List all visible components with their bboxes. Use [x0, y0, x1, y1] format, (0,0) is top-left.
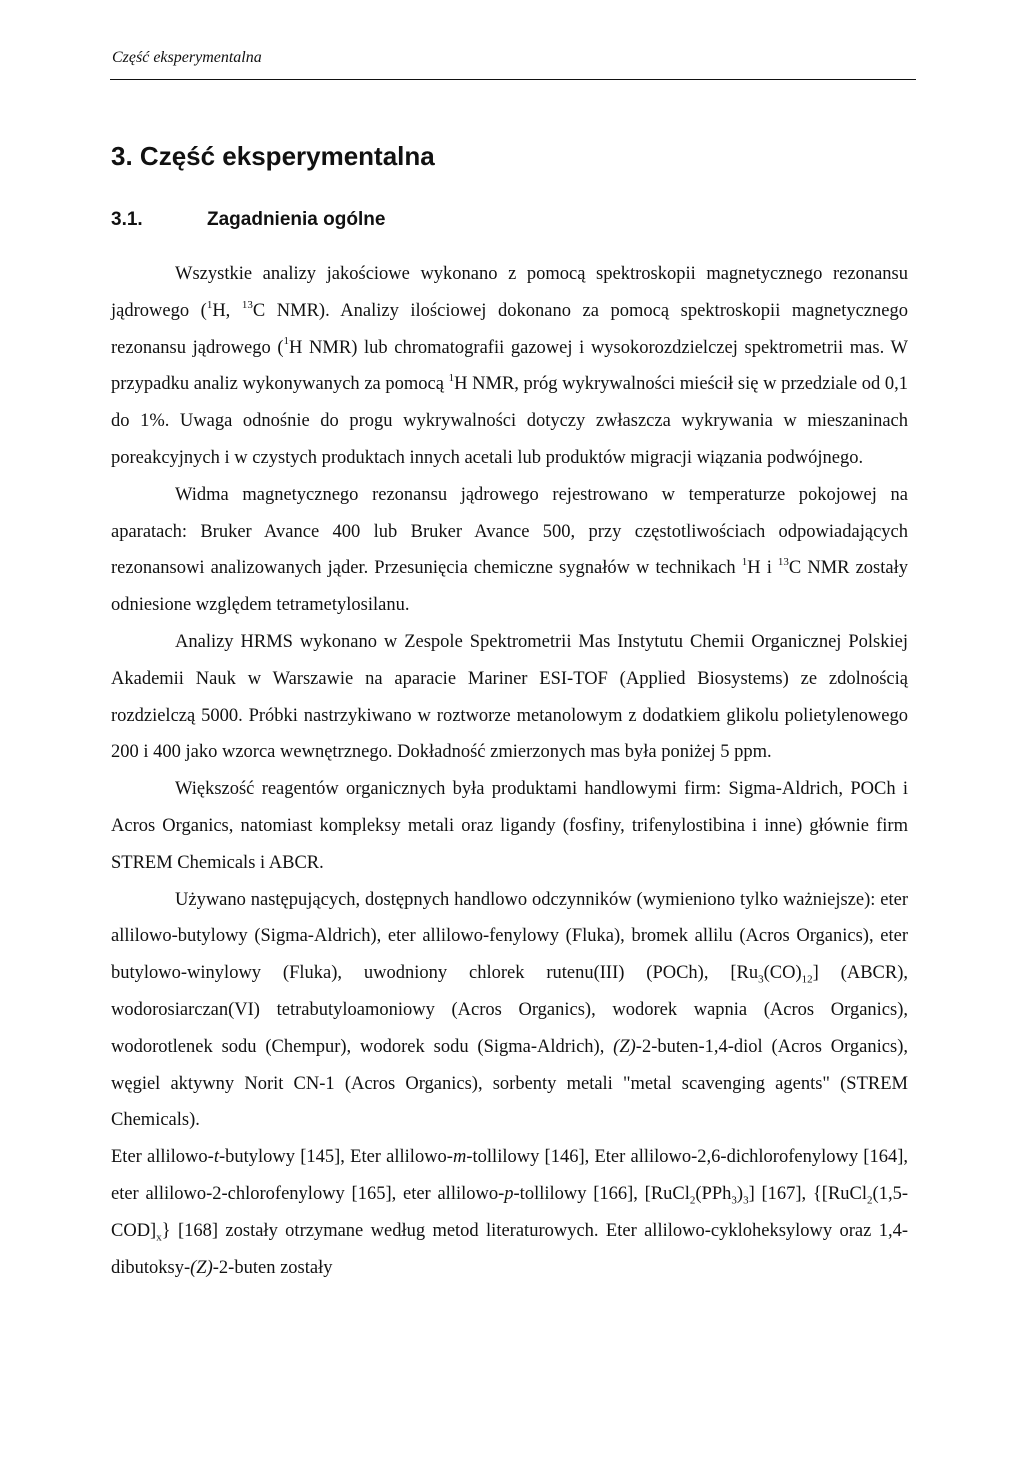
subscript: 3	[731, 1194, 737, 1207]
text-run: ] (ABCR), wodorosiarczan(VI) tetrabutyloamoniowy (Acros Organics), wodorek wapnia (Acros Organics), wodorotlenek sodu (Chempur), wodorek sodu (Sigma-Aldrich),	[111, 963, 908, 1057]
paragraph-nmr-spectra	[111, 477, 908, 624]
text-run: )	[736, 1183, 744, 1204]
paragraph-hrms: Analizy HRMS wykonano w Zespole Spektrometrii Mas Instytutu Chemii Organicznej Polskiej Akademii Nauk w Warszawie na aparacie Mariner ESI-TOF (Applied Biosystems) ze zdolnością rozdzielczą 5000. Próbki nastrzykiwano w roztworze metanolowym z dodatkiem glikolu polietylenowego 200 i 400 jako wzorca wewnętrznego. Dokładność zmierzonych mas była poniżej 5 ppm.	[111, 631, 908, 763]
text-run: -2-buten zostały	[212, 1257, 333, 1278]
italic-run: m	[452, 1147, 467, 1168]
text-run: Wszystkie analizy jakościowe wykonano z pomocą spektroskopii magnetycznego rezonansu jądrowego (	[111, 264, 908, 321]
chapter-number: 3.	[111, 141, 133, 171]
text-run: C NMR). Analizy ilościowej dokonano za pomocą spektroskopii magnetycznego rezonansu jądrowego (	[111, 300, 908, 358]
text-run: H NMR) lub chromatografii gazowej i wysokorozdzielczej spektrometrii mas. W przypadku analiz wykonywanych za pomocą	[111, 337, 908, 395]
text-run: -tollilowy [166], [RuCl	[513, 1183, 690, 1204]
text-run: Widma magnetycznego rezonansu jądrowego rejestrowano w temperaturze pokojowej na aparatach: Bruker Avance 400 lub Bruker Avance 500, przy częstotliwościach odpowiadających rezonansowi analizowanych jąder. Przesunięcia chemiczne sygnałów w technikach	[111, 484, 908, 579]
subscript: 2	[689, 1194, 696, 1207]
superscript: 1	[448, 372, 455, 385]
chapter-title: Część eksperymentalna	[139, 141, 435, 171]
italic-run: t	[213, 1147, 219, 1168]
chapter-heading	[111, 136, 435, 176]
text-run: Eter allilowo-	[111, 1147, 214, 1168]
superscript: 1	[283, 335, 290, 348]
subscript: 3	[743, 1194, 749, 1207]
text-run: H,	[212, 300, 242, 321]
body-text	[111, 256, 908, 1286]
text-run: -2-buten-1,4-diol (Acros Organics), węgiel aktywny Norit CN-1 (Acros Organics), sorbenty metali "metal scavenging agents" (STREM Chemicals).	[111, 1036, 908, 1131]
subscript: 2	[867, 1194, 873, 1207]
superscript: 13	[777, 556, 789, 569]
text-run: } [168] zostały otrzymane według metod literaturowych. Eter allilowo-cykloheksylowy oraz 1,4-dibutoksy-	[111, 1220, 908, 1278]
text-run: Używano następujących, dostępnych handlowo odczynników (wymieniono tylko ważniejsze): eter allilowo-butylowy (Sigma-Aldrich), eter allilowo-fenylowy (Fluka), bromek allilu (Acros Organics), eter butylowo-winylowy (Fluka), uwodniony chlorek rutenu(III) (POCh), [Ru	[111, 889, 908, 984]
italic-run: (Z)	[190, 1257, 213, 1278]
paragraph-reagents-sources: Większość reagentów organicznych była produktami handlowymi firm: Sigma-Aldrich, POCh i Acros Organics, natomiast kompleksy metali oraz ligandy (fosfiny, trifenylostibina i inne) głównie firm STREM Chemicals i ABCR.	[111, 779, 908, 873]
text-run: H i	[747, 558, 778, 579]
subscript: 12	[801, 973, 813, 986]
paragraph-literature-syntheses	[111, 1139, 908, 1286]
italic-run: p	[504, 1183, 514, 1204]
text-run: H NMR, próg wykrywalności mieścił się w przedziale od 0,1 do 1%. Uwaga odnośnie do progu wykrywalności dotyczy zwłaszcza wykrywania w mieszaninach poreakcyjnych i w czystych produktach innych acetali lub produktów migracji wiązania podwójnego.	[111, 374, 909, 468]
text-run: (CO)	[763, 963, 802, 984]
running-header: Część eksperymentalna	[112, 49, 262, 66]
text-run: (PPh	[695, 1183, 732, 1204]
header-rule	[110, 79, 916, 80]
superscript: 1	[741, 556, 748, 569]
text-run: (1,5-COD]	[111, 1183, 908, 1241]
italic-run: (Z)	[613, 1036, 636, 1057]
text-run: -butylowy [145], Eter allilowo-	[218, 1147, 453, 1168]
section-title: Zagadnienia ogólne	[207, 209, 386, 230]
subscript: x	[156, 1231, 162, 1244]
superscript: 1	[206, 298, 213, 311]
text-run: ] [167], {[RuCl	[748, 1183, 868, 1204]
subscript: 3	[758, 973, 764, 986]
text-run: -tollilowy [146], Eter allilowo-2,6-dichlorofenylowy [164], eter allilowo-2-chlorofenylowy [165], eter allilowo-	[111, 1147, 909, 1204]
superscript: 13	[241, 298, 253, 311]
text-run: C NMR zostały odniesione względem tetrametylosilanu.	[111, 558, 908, 616]
section-number: 3.1.	[111, 209, 143, 230]
paragraph-reagents-list	[111, 882, 908, 1140]
paragraph-qualitative-analysis	[111, 256, 908, 477]
section-heading	[111, 205, 385, 235]
